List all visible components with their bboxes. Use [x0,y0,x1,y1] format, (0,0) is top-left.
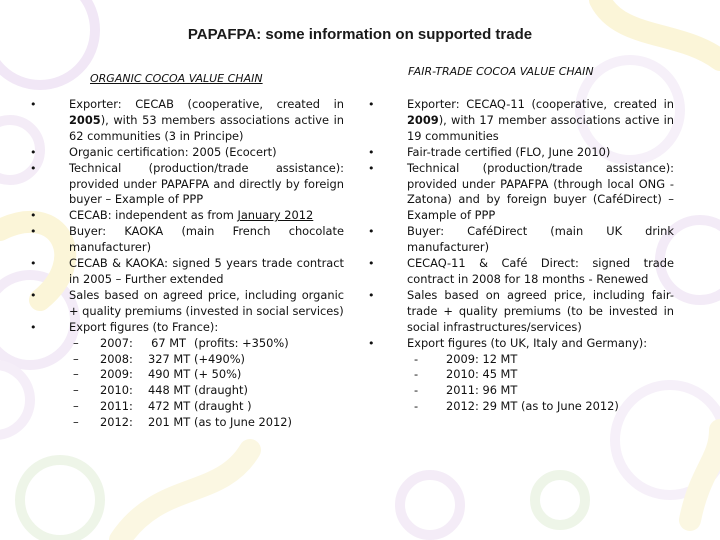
bullet-icon: • [368,257,375,271]
export-row: – 2007: 67 MT (profits: +350%) [73,335,289,350]
list-item: • Technical (production/trade assistance): provided under PAPAFPA and directly by foreign buyer – Example of PPP [30,160,344,207]
bullet-icon: • [30,288,37,302]
bullet-icon: • [368,288,375,302]
export-row: – 2010: 448 MT (draught) [73,383,248,398]
list-item: • Exporter: CECAQ-11 (cooperative, created in 2009), with 17 member associations active in 19 communities [368,97,674,143]
bullet-icon: • [30,209,37,223]
page-title: PAPAFPA: some information on supported trade [187,26,533,43]
list-item: • Buyer: KAOKA (main French chocolate manufacturer) [30,224,344,255]
list-item: • Buyer: CaféDirect (main UK drink manufacturer) [368,224,674,255]
bullet-icon: • [368,225,375,239]
export-row: – 2008: 327 MT (+490%) [73,351,245,366]
organic-export-list [69,336,344,431]
export-row: – 2012: 201 MT (as to June 2012) [73,415,292,430]
export-row: – 2009: 490 MT (+ 50%) [73,367,242,382]
list-item: • Exporter: CECAB (cooperative, created in 2005), with 53 members associations active in 62 communities (3 in Principe) [30,97,344,143]
organic-list [30,97,344,431]
list-item: • CECAB: independent as from January 2012 [30,208,314,223]
bullet-icon: • [368,98,375,111]
bullet-icon: • [30,320,37,334]
bullet-icon: • [30,145,37,159]
bullet-icon: • [30,257,37,271]
list-item: • Export figures (to UK, Italy and Germany): - 2009: 12 MT - 2010: 45 MT - 2011: 96 MT - 2012: 29 MT (as to June 2012) [368,336,674,416]
list-item: • Export figures (to France): – 2007: 67 MT (profits: +350%) – 2008: 327 MT (+490%) – 2009: 490 MT (+ 50%) – 2010: 448 MT (draught) – 2011: 472 MT (draught ) – 2012: 201 MT (as to June 2012) [30,320,344,431]
list-item: • CECAB & KAOKA: signed 5 years trade contract in 2005 – Further extended [30,256,344,286]
bullet-icon: • [368,145,375,159]
bullet-icon: • [30,225,37,239]
fairtrade-column [368,97,674,415]
organic-heading: ORGANIC COCOA VALUE CHAIN [90,72,263,85]
export-row: - 2012: 29 MT (as to June 2012) [414,399,619,414]
export-row: - 2009: 12 MT [414,351,518,366]
bullet-icon: • [368,161,375,175]
list-item: • Technical (production/trade assistance): provided under PAPAFPA (through local ONG - Zatona) and by foreign buyer (CaféDirect) – Example of PPP [368,160,674,223]
fairtrade-heading: FAIR-TRADE COCOA VALUE CHAIN [408,65,594,78]
export-row: - 2010: 45 MT [414,367,518,382]
fairtrade-export-list [407,352,674,416]
fairtrade-list [368,97,674,415]
list-item: • Sales based on agreed price, including organic + quality premiums (invested in social services) [30,287,344,318]
bullet-icon: • [30,98,37,111]
list-item: • CECAQ-11 & Café Direct: signed trade contract in 2008 for 18 months - Renewed [368,256,674,286]
export-row: – 2011: 472 MT (draught ) [73,399,252,414]
list-item: • Organic certification: 2005 (Ecocert) [30,144,277,159]
export-row: - 2011: 96 MT [414,383,518,398]
organic-column [30,97,344,431]
list-item: • Fair-trade certified (FLO, June 2010) [368,144,611,159]
list-item: • Sales based on agreed price, including fair-trade + quality premiums (to be invested in social infrastructures/services) [368,287,674,334]
bullet-icon: • [30,161,37,175]
bullet-icon: • [368,336,375,350]
